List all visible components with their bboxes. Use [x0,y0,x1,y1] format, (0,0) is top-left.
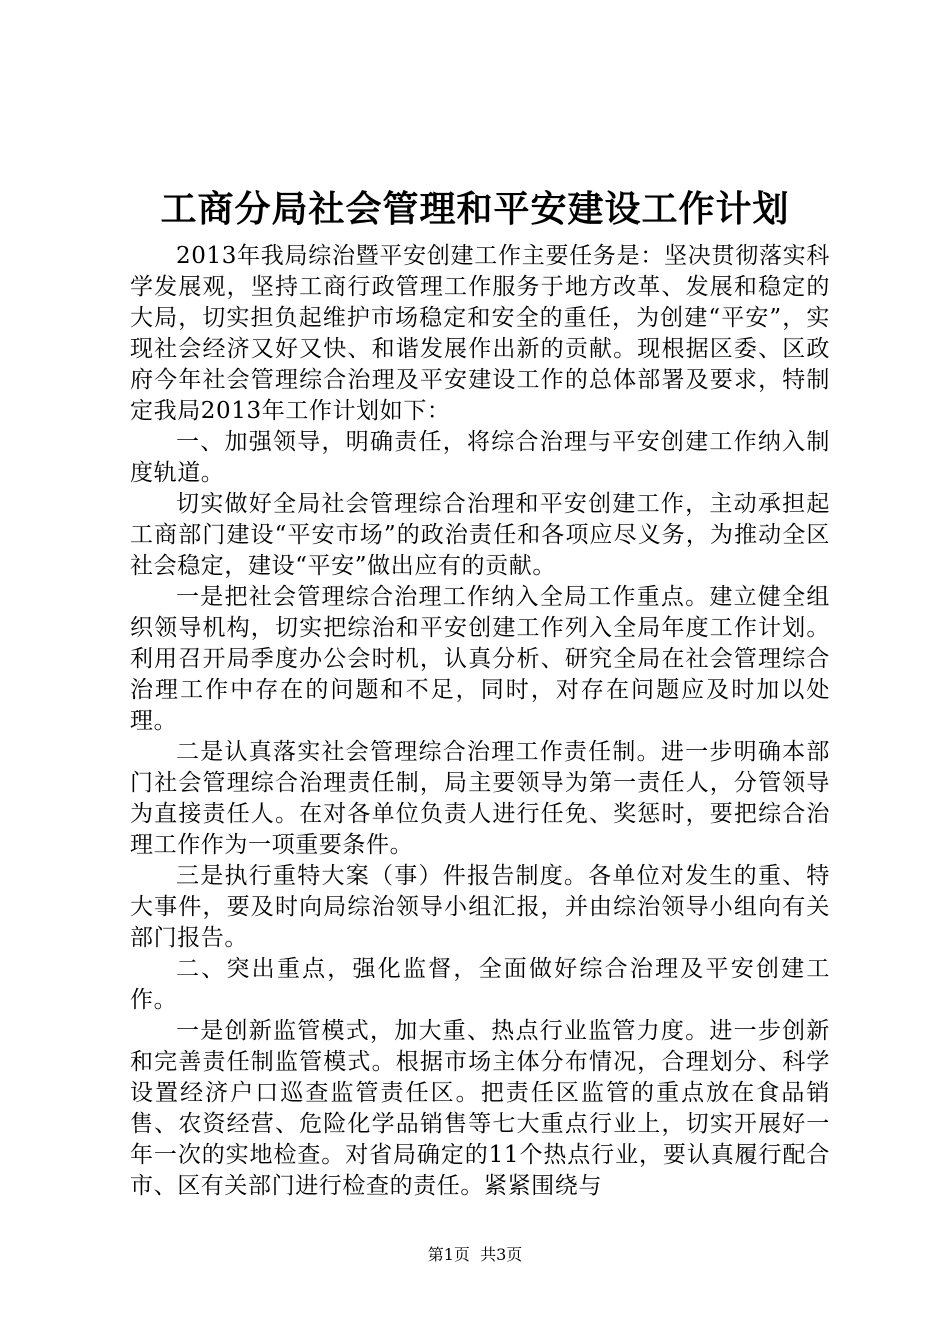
document-title: 工商分局社会管理和平安建设工作计划 [160,188,790,230]
document-body [130,241,830,1202]
paragraph-intro: 2013年我局综治暨平安创建工作主要任务是：坚决贯彻落实科学发展观，坚持工商行政管理工作服务于地方改革、发展和稳定的大局，切实担负起维护市场稳定和安全的重任，为创建“平安”，实现社会经济又好又快、和谐发展作出新的贡献。现根据区委、区政府今年社会管理综合治理及平安建设工作的总体部署及要求，特制定我局2013年工作计划如下： [130,243,830,424]
paragraph: 二是认真落实社会管理综合治理工作责任制。进一步明确本部门社会管理综合治理责任制，局主要领导为第一责任人，分管领导为直接责任人。在对各单位负责人进行任免、奖惩时，要把综合治理工作作为一项重要条件。 [130,739,830,858]
paragraph: 一是创新监管模式，加大重、热点行业监管力度。进一步创新和完善责任制监管模式。根据市场主体分布情况，合理划分、科学设置经济户口巡查监管责任区。把责任区监管的重点放在食品销售、农资经营、危险化学品销售等七大重点行业上，切实开展好一年一次的实地检查。对省局确定的11个热点行业，要认真履行配合市、区有关部门进行检查的责任。紧紧围绕与 [130,1018,830,1199]
paragraph-heading-1: 一、加强领导，明确责任，将综合治理与平安创建工作纳入制度轨道。 [130,429,830,486]
paragraph: 切实做好全局社会管理综合治理和平安创建工作，主动承担起工商部门建设“平安市场”的政治责任和各项应尽义务，为推动全区社会稳定，建设“平安”做出应有的贡献。 [130,491,830,579]
paragraph: 一是把社会管理综合治理工作纳入全局工作重点。建立健全组织领导机构，切实把综治和平安创建工作列入全局年度工作计划。利用召开局季度办公会时机，认真分析、研究全局在社会管理综合治理工作中存在的问题和不足，同时，对存在问题应及时加以处理。 [130,584,830,734]
paragraph: 三是执行重特大案（事）件报告制度。各单位对发生的重、特大事件，要及时向局综治领导小组汇报，并由综治领导小组向有关部门报告。 [130,863,830,951]
page-number-footer: 第1页 共3页 [427,1245,523,1264]
paragraph-heading-2: 二、突出重点，强化监督，全面做好综合治理及平安创建工作。 [130,956,830,1013]
